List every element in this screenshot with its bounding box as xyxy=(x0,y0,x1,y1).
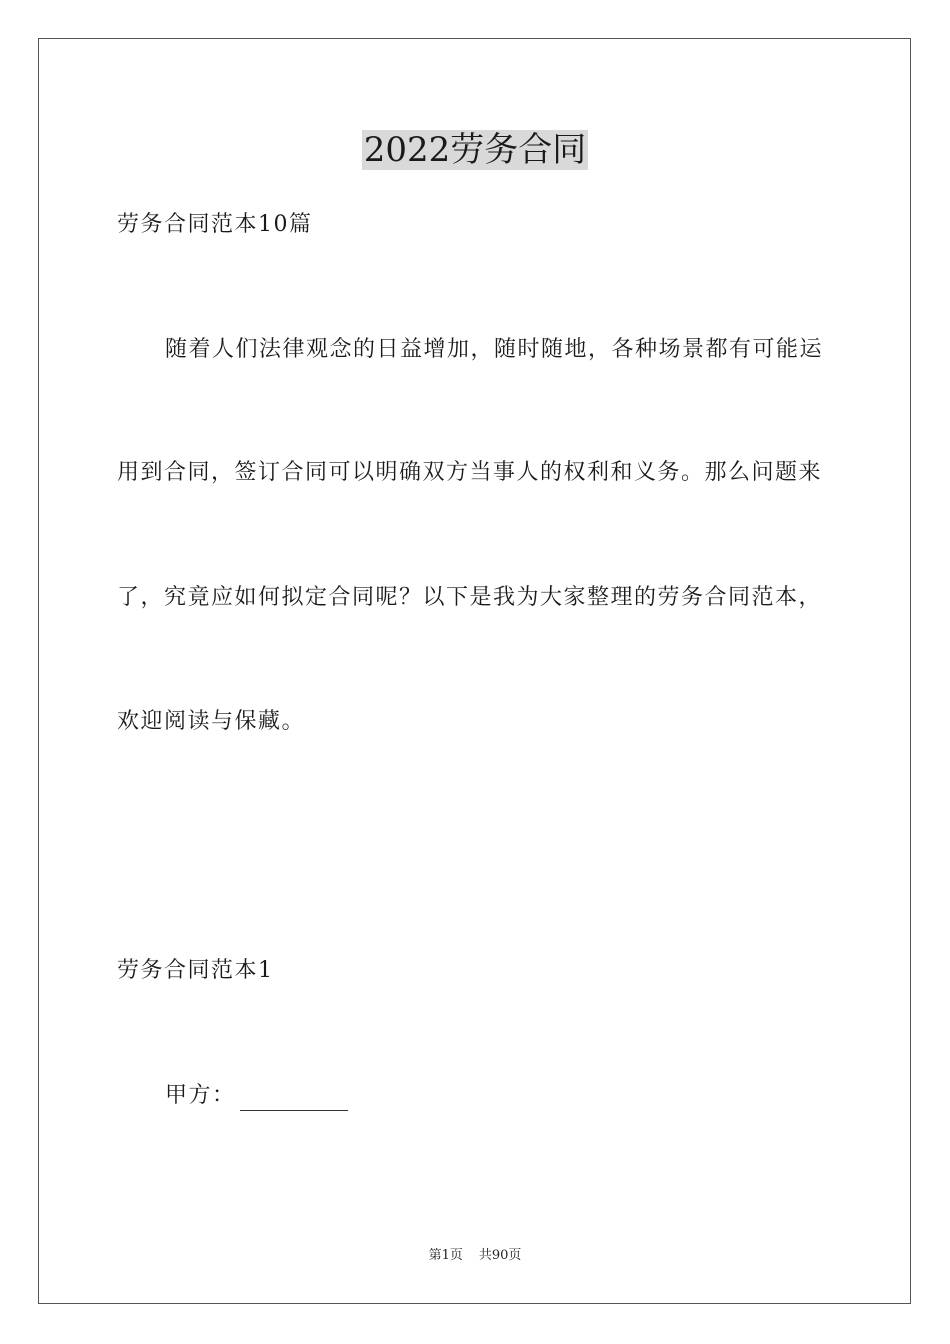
party-a-row xyxy=(165,1081,348,1111)
document-title xyxy=(0,128,950,172)
section-heading: 劳务合同范本1 xyxy=(117,958,274,983)
party-a-label: 甲方： xyxy=(165,1083,236,1108)
intro-line-3: 了，究竟应如何拟定合同呢？以下是我为大家整理的劳务合同范本， xyxy=(117,585,823,610)
document-subtitle: 劳务合同范本10篇 xyxy=(117,212,313,237)
party-a-blank[interactable] xyxy=(240,1088,348,1111)
intro-line-4: 欢迎阅读与保藏。 xyxy=(117,709,306,734)
page-footer xyxy=(0,1246,950,1266)
intro-line-2: 用到合同，签订合同可以明确双方当事人的权利和义务。那么问题来 xyxy=(117,460,823,485)
page-number: 第1页 xyxy=(428,1248,463,1263)
document-title-text: 2022劳务合同 xyxy=(363,130,587,170)
intro-line-1: 随着人们法律观念的日益增加，随时随地，各种场景都有可能运 xyxy=(165,337,824,362)
page-total: 共90页 xyxy=(478,1248,522,1263)
